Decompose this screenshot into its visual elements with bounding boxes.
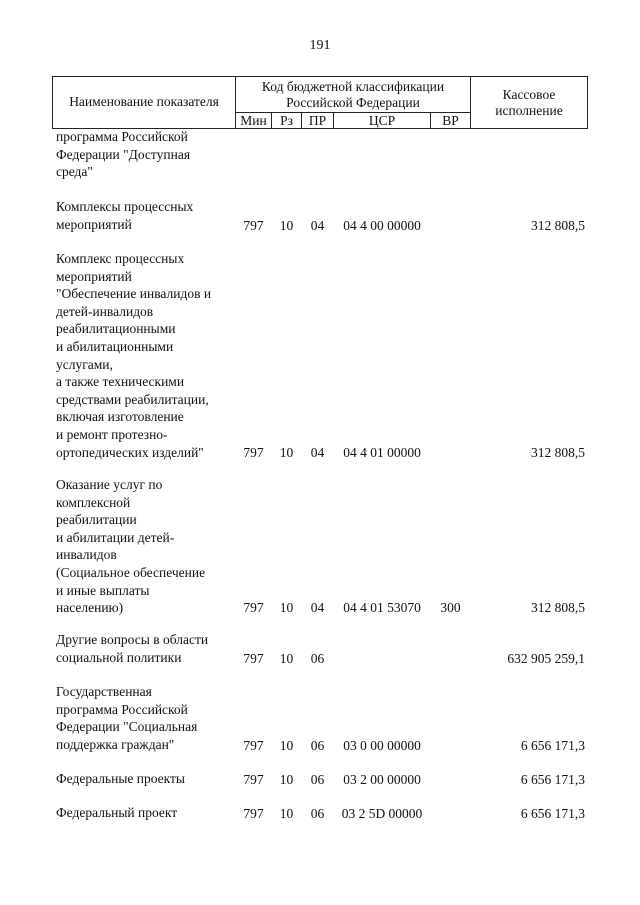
row-name [56, 631, 236, 666]
row-csr: 04 4 01 53070 [343, 600, 421, 616]
row-name-line: (Социальное обеспечение [56, 564, 206, 580]
table-row [0, 476, 640, 617]
table-row [0, 198, 640, 235]
row-name-line: мероприятий [56, 268, 132, 284]
row-name-line: среда" [56, 164, 93, 180]
table-row [0, 683, 640, 755]
row-name [56, 770, 236, 788]
row-name [56, 683, 236, 753]
row-name-line: социальной политики [56, 649, 182, 665]
row-csr: 04 4 00 00000 [343, 218, 421, 234]
row-amount: 312 808,5 [531, 218, 585, 234]
table-row [0, 631, 640, 668]
row-name-line: программа Российской [56, 701, 188, 717]
row-name-line: Федерации "Доступная [56, 146, 191, 162]
header-csr-cell [333, 112, 431, 129]
row-csr: 03 2 00 00000 [343, 772, 421, 788]
row-amount: 6 656 171,3 [520, 806, 585, 822]
row-name-line: и ремонт протезно- [56, 426, 168, 442]
row-amount: 632 905 259,1 [507, 651, 585, 667]
row-name-line: Федерации "Социальная [56, 719, 198, 735]
header-pr-label: ПР [308, 113, 327, 128]
header-amount-line-1: Кассовое [502, 87, 556, 102]
row-min: 797 [243, 651, 264, 667]
row-name-line: "Обеспечение инвалидов и [56, 286, 212, 302]
row-pr: 06 [310, 772, 325, 788]
header-name-label: Наименование показателя [69, 94, 219, 109]
row-name-line: поддержка граждан" [56, 736, 175, 752]
row-name-line: мероприятий [56, 216, 132, 232]
row-name-line: реабилитации [56, 512, 137, 528]
row-name [56, 198, 236, 233]
header-name-cell [52, 76, 236, 129]
row-vr: 300 [440, 600, 461, 616]
row-name-line: Федеральный проект [56, 805, 178, 820]
header-min-label: Мин [240, 113, 267, 128]
row-rz: 10 [279, 600, 294, 616]
row-min: 797 [243, 600, 264, 616]
row-name [56, 250, 236, 461]
row-name-line: и абилитационными [56, 338, 174, 354]
row-rz: 10 [279, 218, 294, 234]
row-pr: 04 [310, 218, 325, 234]
row-name-line: включая изготовление [56, 409, 184, 425]
row-amount: 6 656 171,3 [520, 772, 585, 788]
row-min: 797 [243, 772, 264, 788]
row-rz: 10 [279, 772, 294, 788]
row-name-line: средствами реабилитации, [56, 391, 209, 407]
row-name-line: Оказание услуг по [56, 477, 163, 492]
row-min: 797 [243, 445, 264, 461]
row-name-line: Федеральные проекты [56, 771, 185, 786]
row-csr: 04 4 01 00000 [343, 445, 421, 461]
row-amount: 312 808,5 [531, 445, 585, 461]
row-name-line: инвалидов [56, 547, 117, 563]
row-rz: 10 [279, 806, 294, 822]
table-row [0, 804, 640, 823]
header-rz-cell [271, 112, 302, 129]
header-code-group-line-2: Российской Федерации [286, 95, 420, 110]
row-name [56, 128, 236, 181]
page-number: 191 [309, 38, 331, 53]
row-pr: 06 [310, 651, 325, 667]
row-min: 797 [243, 806, 264, 822]
row-pr: 04 [310, 445, 325, 461]
header-min-cell [235, 112, 272, 129]
row-name-line: реабилитационными [56, 321, 176, 337]
table-row [0, 128, 640, 182]
row-name [56, 804, 236, 822]
row-csr: 03 0 00 00000 [343, 738, 421, 754]
table-row [0, 770, 640, 789]
row-name-line: Государственная [56, 684, 152, 699]
row-name-line: Комплекс процессных [56, 251, 185, 266]
row-rz: 10 [279, 651, 294, 667]
header-amount-cell [470, 76, 588, 129]
row-min: 797 [243, 738, 264, 754]
row-rz: 10 [279, 738, 294, 754]
row-amount: 6 656 171,3 [520, 738, 585, 754]
row-name-line: Другие вопросы в области [56, 632, 209, 647]
row-rz: 10 [279, 445, 294, 461]
header-vr-label: ВР [442, 113, 459, 128]
table-row [0, 250, 640, 462]
row-name-line: программа Российской [56, 129, 188, 144]
row-name-line: детей-инвалидов [56, 303, 154, 319]
header-vr-cell [430, 112, 471, 129]
row-name-line: и абилитации детей- [56, 529, 175, 545]
row-name-line: и иные выплаты [56, 582, 150, 598]
row-name [56, 476, 236, 617]
row-name-line: ортопедических изделий" [56, 444, 204, 460]
row-pr: 06 [310, 738, 325, 754]
header-code-group-line-1: Код бюджетной классификации [261, 79, 445, 94]
header-csr-label: ЦСР [368, 113, 396, 128]
header-rz-label: Рз [280, 113, 293, 128]
row-name-line: комплексной [56, 494, 131, 510]
header-amount-line-2: исполнение [495, 103, 563, 118]
row-pr: 06 [310, 806, 325, 822]
row-name-line: населению) [56, 600, 124, 616]
header-code-group-cell [235, 76, 471, 113]
row-pr: 04 [310, 600, 325, 616]
row-csr: 03 2 5D 00000 [341, 806, 423, 822]
row-name-line: услугами, [56, 356, 113, 372]
row-name-line: Комплексы процессных [56, 199, 194, 214]
header-pr-cell [301, 112, 334, 129]
row-min: 797 [243, 218, 264, 234]
row-name-line: а также техническими [56, 374, 185, 390]
row-amount: 312 808,5 [531, 600, 585, 616]
